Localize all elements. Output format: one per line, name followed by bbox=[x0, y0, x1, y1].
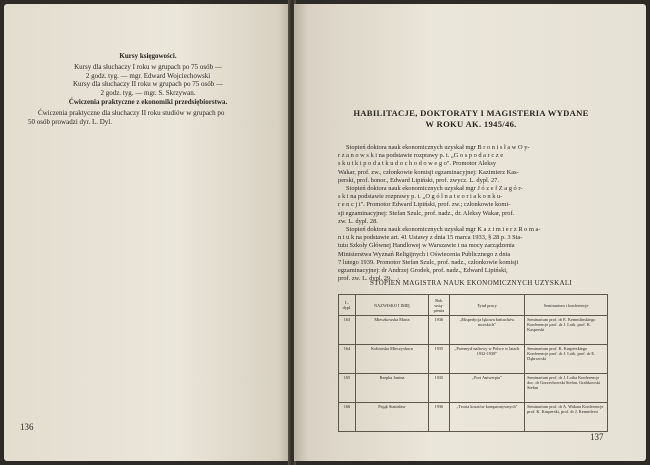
cell-year: 1935 bbox=[428, 374, 449, 403]
cell-name: Rzepka Janina bbox=[355, 374, 428, 403]
cell-topic: „Teoria kosztów komparatywnych" bbox=[449, 403, 524, 432]
page-number: 137 bbox=[590, 432, 604, 442]
text-line: r e n c j i". Promotor Edward Lipiński, prof. zw.; członkowie komi- bbox=[338, 201, 511, 209]
text-line: Stopień doktora nauk ekonomicznych uzyskał mgr J ó z e f Z a g ó r- bbox=[346, 185, 523, 192]
cell-seminar: Seminarium prof. dr J. Lotha Konferencje doc. dr Gorzechowski Stefan. Grabkowski Stefan bbox=[525, 374, 608, 403]
text-line: Wakar, prof. zw., członkowie komisji egzaminacyjnej: Kazimierz Kas- bbox=[338, 168, 519, 176]
cell-name: Pająk Stanisław bbox=[355, 403, 428, 432]
cell-number: 166 bbox=[339, 403, 356, 432]
doctorate-entry bbox=[338, 226, 604, 283]
cell-seminar: Seminarium prof. dr A. Wakara Konferencje prof. K. Kasperski, prof. dr J. Kemmlerst bbox=[525, 403, 608, 432]
section-kursy bbox=[28, 52, 268, 97]
text-line: sji egzaminacyjnej: Stefan Szulc, prof. nadz., dr. Aleksy Wakar, prof. bbox=[338, 209, 515, 217]
cell-year: 1936 bbox=[428, 316, 449, 345]
text-line: prof. zw. L. dypl. 29. bbox=[338, 275, 392, 283]
title-line: HABILITACJE, DOKTORATY I MAGISTERIA WYDANE bbox=[353, 108, 589, 118]
text-line: egzaminacyjnej: dr Andrzej Grodek, prof. nadz., Edward Lipiński, bbox=[338, 267, 508, 275]
text-line: Kursy dla słuchaczy II roku w grupach po 75 osób — bbox=[72, 80, 224, 89]
text-line: zw. L. dypl. 28. bbox=[338, 217, 378, 225]
cell-number: 165 bbox=[339, 374, 356, 403]
column-header: Tytuł pracy bbox=[449, 295, 524, 316]
text-line: 2 godz. tyg. — mgr. S. Skrzywan. bbox=[100, 88, 196, 97]
section-title: Kursy księgowości. bbox=[119, 52, 177, 60]
doctorate-entry bbox=[338, 185, 604, 226]
text-line: Stopień doktora nauk ekonomicznych uzyskał mgr K a z i m i e r z R o m a- bbox=[346, 226, 541, 233]
text-line: 7 lutego 1939. Promotor Stefan Szulc, prof. nadz., członkowie komisji bbox=[338, 258, 519, 266]
cell-name: Kobiorska Mieczysława bbox=[355, 345, 428, 374]
text-line: 2 godz. tyg. — mgr. Edward Wojciechowski bbox=[85, 71, 211, 80]
table-row bbox=[339, 374, 608, 403]
column-header: Seminarium i konferencje bbox=[525, 295, 608, 316]
column-header: NAZWISKO I IMIĘ bbox=[355, 295, 428, 316]
magister-table bbox=[338, 294, 608, 432]
table-row bbox=[339, 403, 608, 432]
text-line: s k u t k i p o d a t k u d o c h o d o w e g o". Promotor Aleksy bbox=[338, 160, 497, 168]
column-header: Rok wstą- pienia bbox=[428, 295, 449, 316]
cell-topic: „Port Antwerpia" bbox=[449, 374, 524, 403]
text-line: n i u k na podstawie art. 41 Ustawy z dnia 15 marca 1933, § 28 p. 3 Sta- bbox=[338, 234, 523, 242]
text-line: Kursy dla słuchaczy I roku w grupach po 75 osób — bbox=[74, 63, 222, 72]
section-cwiczenia bbox=[28, 98, 268, 126]
page-title bbox=[338, 108, 604, 130]
cell-seminar: Seminarium prof. dr E. Kemmlinskiego Konferencje prof. dr J. Lotk. prof. K. Kasperski bbox=[525, 316, 608, 345]
text-line: tutu Szkoły Głównej Handlowej w Warszawie i na mocy zarządzenia bbox=[338, 242, 515, 250]
cell-year: 1936 bbox=[428, 403, 449, 432]
text-line: 50 osób prowadzi dyr. L. Dyl. bbox=[28, 117, 112, 126]
text-line: s k i na podstawie rozprawy p. t. „O g ó l n a t e o r i a k o n k u- bbox=[338, 193, 503, 201]
cell-year: 1935 bbox=[428, 345, 449, 374]
cell-seminar: Seminarium prof. K. Kasperskiego Konferencje prof. dr J. Lotk. prof. dr E. Dąbrowski bbox=[525, 345, 608, 374]
text-line: Ministerstwa Wyznań Religijnych i Oświecenia Publicznego z dnia bbox=[338, 250, 511, 258]
table-header-row bbox=[339, 295, 608, 316]
cell-name: Mieczkowska Maria bbox=[355, 316, 428, 345]
doctorate-entry bbox=[338, 144, 604, 185]
cell-topic: „Przemysł naftowy w Polsce w latach 1932-1938" bbox=[449, 345, 524, 374]
text-line: perski, prof. honor., Edward Lipiński, prof. zwycz. L. dypl. 27. bbox=[338, 176, 499, 184]
cell-topic: „Ekspedycja łąkowa łańcuchów morskich" bbox=[449, 316, 524, 345]
text-line: Stopień doktora nauk ekonomicznych uzyskał mgr B r o n i s ł a w O y- bbox=[346, 144, 530, 151]
right-page bbox=[294, 4, 646, 461]
cell-number: 164 bbox=[339, 345, 356, 374]
table-row bbox=[339, 316, 608, 345]
left-page bbox=[4, 4, 290, 461]
table-title: STOPIEŃ MAGISTRA NAUK EKONOMICZNYCH UZYSKALI bbox=[369, 279, 573, 287]
section-title: Ćwiczenia praktyczne z ekonomiki przedsiębiorstwa. bbox=[68, 98, 228, 106]
text-line: r z a n o w s k i na podstawie rozprawy p. t. „G o s p o d a r c z e bbox=[338, 152, 504, 160]
table-row bbox=[339, 345, 608, 374]
text-line: Ćwiczenia praktyczne dla słuchaczy II roku studiów w grupach po bbox=[38, 109, 225, 118]
column-header: L. dypl. bbox=[339, 295, 356, 316]
page-number: 136 bbox=[20, 422, 34, 432]
title-line: W ROKU AK. 1945/46. bbox=[425, 119, 517, 129]
cell-number: 163 bbox=[339, 316, 356, 345]
